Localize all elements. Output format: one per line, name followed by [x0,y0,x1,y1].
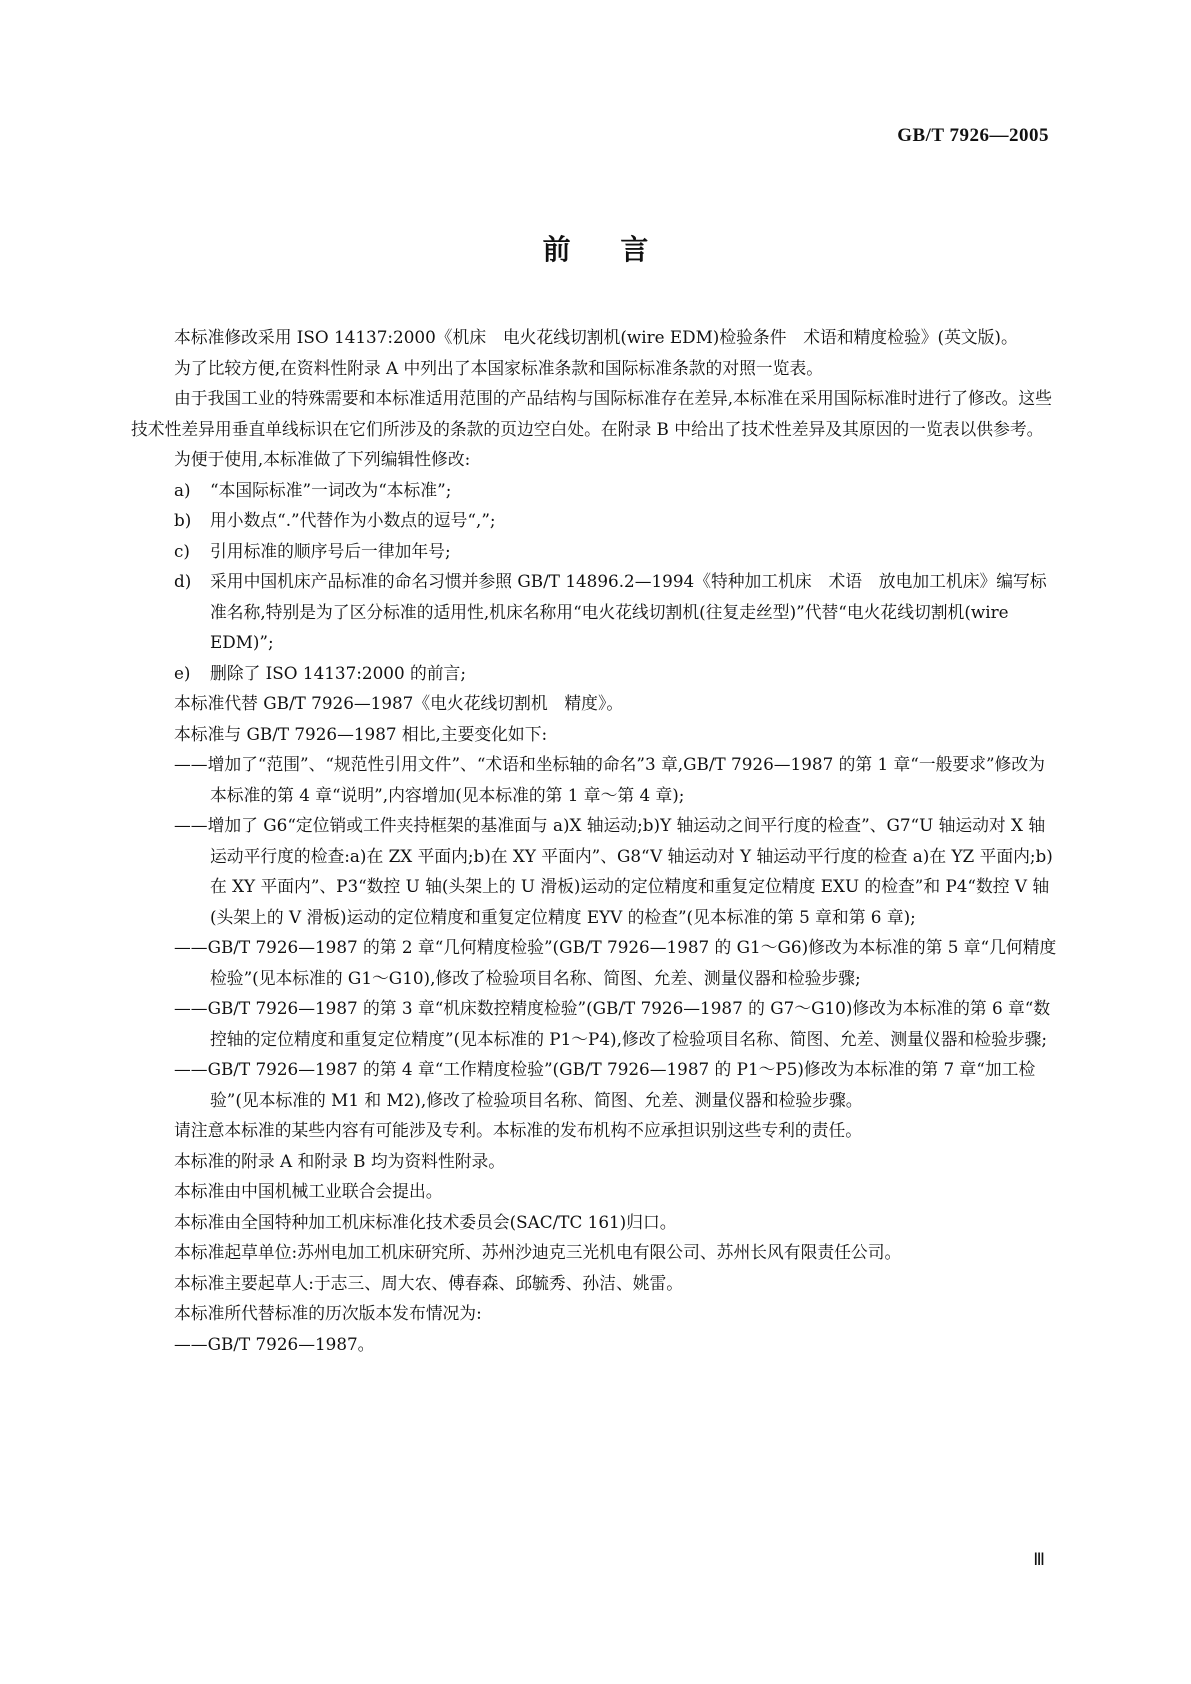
page-number: Ⅲ [1033,1550,1045,1569]
list-marker: d) [174,571,192,591]
list-marker: a) [174,479,191,500]
paragraph: 本标准由全国特种加工机床标准化技术委员会(SAC/TC 161)归口。 [174,1211,677,1232]
paragraph: 本标准修改采用 ISO 14137:2000《机床 电火花线切割机(wire EDM)检验条件 术语和精度检验》(英文版)。 [174,327,1018,347]
list-item [131,566,1061,658]
list-text: 用小数点“.”代替作为小数点的逗号“,”; [210,510,496,530]
paragraph: 由于我国工业的特殊需要和本标准适用范围的产品结构与国际标准存在差异,本标准在采用国际标准时进行了修改。这些技术性差异用垂直单线标识在它们所涉及的条款的页边空白处。在附录 B 中给出了技术性差异及其原因的一览表以供参考。 [131,388,1052,439]
title-char-2: 言 [620,233,649,266]
list-text: “本国际标准”一词改为“本标准”; [210,479,452,500]
history-item: ——GB/T 7926—1987。 [174,1333,375,1354]
page-title [0,228,1191,268]
change-item: ——GB/T 7926—1987 的第 3 章“机床数控精度检验”(GB/T 7926—1987 的 G7～G10)修改为本标准的第 6 章“数控轴的定位精度和重复定位精度”(见本标准的 P1～P4),修改了检验项目名称、简图、允差、测量仪器和检验步骤; [174,998,1051,1049]
change-item: ——GB/T 7926—1987 的第 4 章“工作精度检验”(GB/T 7926—1987 的 P1～P5)修改为本标准的第 7 章“加工检验”(见本标准的 M1 和 M2),修改了检验项目名称、简图、允差、测量仪器和检验步骤。 [174,1059,1036,1110]
change-item: ——增加了 G6“定位销或工件夹持框架的基准面与 a)X 轴运动;b)Y 轴运动之间平行度的检查”、G7“U 轴运动对 X 轴运动平行度的检查:a)在 ZX 平面内;b)在 XY 平面内”、G8“V 轴运动对 Y 轴运动平行度的检查 a)在 YZ 平面内;b)在 XY 平面内”、P3“数控 U 轴(头架上的 U 滑板)运动的定位精度和重复定位精度 EXU 的检查”和 P4“数控 V 轴(头架上的 V 滑板)运动的定位精度和重复定位精度 EYV 的检查”(见本标准的第 5 章和第 6 章); [174,815,1053,927]
list-text: 删除了 ISO 14137:2000 的前言; [210,662,466,683]
list-marker: e) [174,662,191,683]
change-item: ——GB/T 7926—1987 的第 2 章“几何精度检验”(GB/T 7926—1987 的 G1～G6)修改为本标准的第 5 章“几何精度检验”(见本标准的 G1～G10),修改了检验项目名称、简图、允差、测量仪器和检验步骤; [174,937,1057,988]
paragraph: 为便于使用,本标准做了下列编辑性修改: [174,449,471,469]
title-char-1: 前 [542,233,571,266]
paragraph: 请注意本标准的某些内容有可能涉及专利。本标准的发布机构不应承担识别这些专利的责任。 [174,1120,863,1140]
list-item [131,505,1061,536]
standard-number: GB/T 7926—2005 [897,125,1049,146]
paragraph: 本标准的附录 A 和附录 B 均为资料性附录。 [174,1150,506,1171]
paragraph: 本标准主要起草人:于志三、周大农、傅春森、邱毓秀、孙洁、姚雷。 [174,1272,684,1293]
list-marker: b) [174,510,192,530]
list-item [131,658,1061,689]
change-item: ——增加了“范围”、“规范性引用文件”、“术语和坐标轴的命名”3 章,GB/T 7926—1987 的第 1 章“一般要求”修改为本标准的第 4 章“说明”,内容增加(见本标准的第 1 章～第 4 章); [174,754,1045,805]
paragraph: 为了比较方便,在资料性附录 A 中列出了本国家标准条款和国际标准条款的对照一览表。 [174,357,824,378]
list-marker: c) [174,540,190,561]
list-text: 引用标准的顺序号后一律加年号; [210,540,451,561]
list-item [131,536,1061,567]
paragraph: 本标准所代替标准的历次版本发布情况为: [174,1303,482,1323]
paragraph: 本标准代替 GB/T 7926—1987《电火花线切割机 精度》。 [174,693,624,713]
list-item [131,475,1061,506]
paragraph: 本标准由中国机械工业联合会提出。 [174,1181,443,1201]
foreword-body [131,322,1061,1359]
paragraph: 本标准与 GB/T 7926—1987 相比,主要变化如下: [174,723,548,744]
paragraph: 本标准起草单位:苏州电加工机床研究所、苏州沙迪克三光机电有限公司、苏州长风有限责任公司。 [174,1242,902,1262]
list-text: 采用中国机床产品标准的命名习惯并参照 GB/T 14896.2—1994《特种加工机床 术语 放电加工机床》编写标准名称,特别是为了区分标准的适用性,机床名称用“电火花线切割机(往复走丝型)”代替“电火花线切割机(wire EDM)”; [210,571,1047,652]
